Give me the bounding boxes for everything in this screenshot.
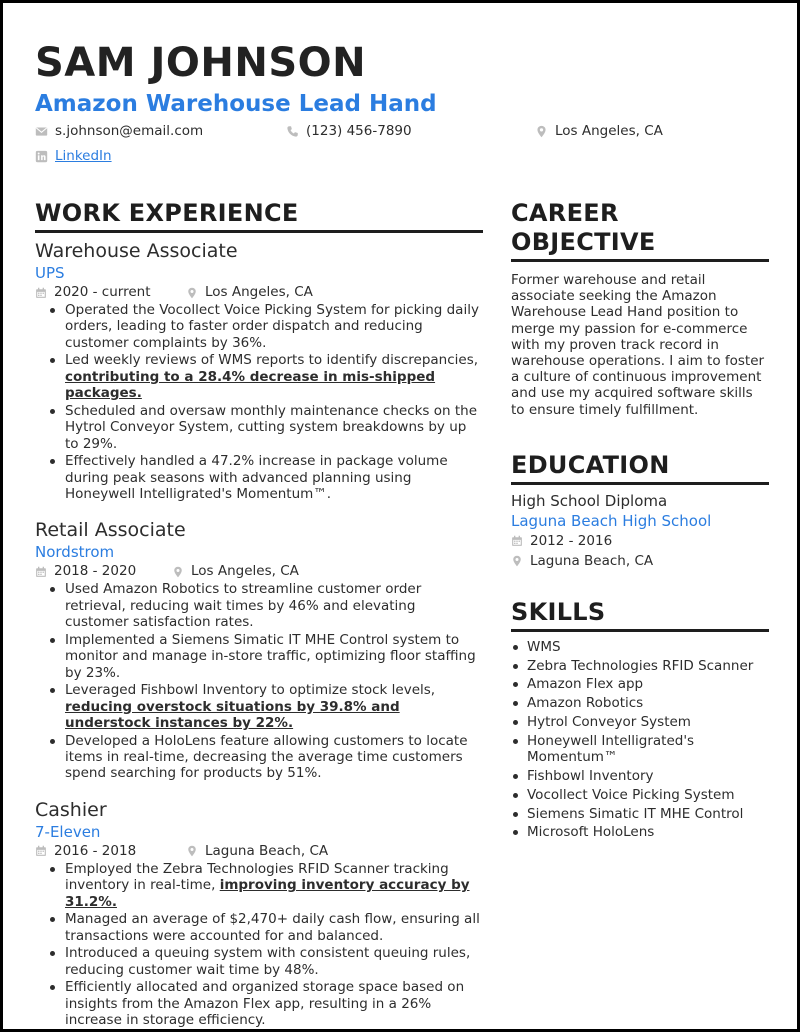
skill-item: Zebra Technologies RFID Scanner bbox=[511, 658, 769, 674]
calendar-icon bbox=[35, 566, 47, 578]
job-bullet: Efficiently allocated and organized storage space based on insights from the Amazon Flex app, resulting in a 26% increase in storage efficiency. bbox=[35, 979, 483, 1028]
education-dates-text: 2012 - 2016 bbox=[530, 532, 613, 549]
calendar-icon bbox=[511, 535, 523, 547]
job-bullet: Managed an average of $2,470+ daily cash flow, ensuring all transactions were accounted for and balanced. bbox=[35, 911, 483, 944]
skill-item: Siemens Simatic IT MHE Control bbox=[511, 806, 769, 822]
job-meta bbox=[35, 562, 483, 581]
job-bullet: Used Amazon Robotics to streamline customer order retrieval, reducing wait times by 46% and elevating customer satisfaction rates. bbox=[35, 581, 483, 630]
education-location bbox=[511, 551, 769, 571]
job-entry bbox=[35, 518, 483, 781]
job-dates-text: 2018 - 2020 bbox=[54, 563, 137, 580]
job-entry bbox=[35, 798, 483, 1029]
job-title: Warehouse Associate bbox=[35, 240, 238, 262]
job-bullets bbox=[35, 581, 483, 781]
email-text: s.johnson@email.com bbox=[55, 123, 204, 139]
calendar-icon bbox=[35, 287, 47, 299]
job-dates-text: 2016 - 2018 bbox=[54, 842, 137, 859]
candidate-name: SAM JOHNSON bbox=[35, 40, 367, 86]
skill-item: Hytrol Conveyor System bbox=[511, 714, 769, 730]
skill-item: Amazon Robotics bbox=[511, 695, 769, 711]
phone-icon bbox=[286, 125, 299, 138]
skill-item: Amazon Flex app bbox=[511, 676, 769, 692]
bullet-highlight: reducing overstock situations by 39.8% and understock instances by 22%. bbox=[65, 698, 400, 732]
job-bullet: Effectively handled a 47.2% increase in package volume during peak seasons with advanced planning using Honeywell Intelligrated's Momentum™. bbox=[35, 453, 483, 502]
job-bullet bbox=[35, 352, 483, 401]
phone-text: (123) 456-7890 bbox=[306, 123, 412, 139]
job-location bbox=[172, 562, 299, 581]
bullet-text: Leveraged Fishbowl Inventory to optimize stock levels, bbox=[65, 682, 436, 699]
job-meta bbox=[35, 842, 483, 861]
job-title: Cashier bbox=[35, 798, 107, 821]
location-icon bbox=[172, 566, 184, 578]
jobs-list bbox=[35, 239, 483, 1029]
skills-list bbox=[511, 639, 769, 841]
bullet-highlight: improving inventory accuracy by 31.2%. bbox=[65, 877, 470, 910]
job-bullets bbox=[35, 302, 483, 502]
skills-heading: SKILLS bbox=[511, 598, 769, 632]
job-location bbox=[186, 842, 328, 861]
contact-phone bbox=[286, 122, 412, 140]
job-company: 7-Eleven bbox=[35, 822, 101, 841]
work-experience-heading: WORK EXPERIENCE bbox=[35, 199, 483, 233]
education-degree: High School Diploma bbox=[511, 491, 668, 510]
education-location-text: Laguna Beach, CA bbox=[530, 552, 654, 569]
calendar-icon bbox=[35, 845, 47, 857]
job-bullet: Implemented a Siemens Simatic IT MHE Control system to monitor and manage in-store traffic, optimizing floor staffing by 23%. bbox=[35, 632, 483, 681]
skill-item: Vocollect Voice Picking System bbox=[511, 787, 769, 803]
skill-item: Microsoft HoloLens bbox=[511, 824, 769, 840]
contact-email bbox=[35, 122, 203, 140]
location-icon bbox=[511, 555, 523, 567]
skill-item: Fishbowl Inventory bbox=[511, 768, 769, 784]
job-location-text: Los Angeles, CA bbox=[205, 284, 313, 300]
job-bullet: Scheduled and oversaw monthly maintenance checks on the Hytrol Conveyor System, cutting system breakdowns by up to 29%. bbox=[35, 403, 483, 452]
right-column bbox=[511, 199, 769, 843]
location-text: Los Angeles, CA bbox=[555, 123, 663, 139]
linkedin-icon bbox=[35, 150, 48, 163]
skill-item: Honeywell Intelligrated's Momentum™ bbox=[511, 733, 769, 766]
skill-item: WMS bbox=[511, 639, 769, 655]
bullet-highlight: contributing to a 28.4% decrease in mis-shipped packages. bbox=[65, 368, 436, 402]
location-icon bbox=[186, 845, 198, 857]
job-bullet bbox=[35, 861, 483, 910]
bullet-text: Employed the Zebra Technologies RFID Scanner tracking inventory in real-time, bbox=[65, 860, 449, 894]
contact-linkedin bbox=[35, 147, 112, 165]
job-location-text: Laguna Beach, CA bbox=[205, 842, 329, 859]
email-icon bbox=[35, 125, 48, 138]
contact-location bbox=[535, 122, 663, 140]
job-dates bbox=[35, 842, 186, 861]
education-dates bbox=[511, 531, 769, 551]
education-school: Laguna Beach High School bbox=[511, 511, 712, 530]
job-bullet: Introduced a queuing system with consistent queuing rules, reducing customer wait time by 48%. bbox=[35, 945, 483, 978]
bullet-text: Led weekly reviews of WMS reports to identify discrepancies, bbox=[65, 352, 479, 369]
job-company: UPS bbox=[35, 264, 65, 282]
candidate-title: Amazon Warehouse Lead Hand bbox=[35, 91, 437, 117]
job-dates bbox=[35, 562, 172, 581]
job-title: Retail Associate bbox=[35, 519, 186, 542]
job-bullet bbox=[35, 682, 483, 731]
job-bullet: Operated the Vocollect Voice Picking System for picking daily orders, leading to faster order dispatch and reducing customer complaints by 36%. bbox=[35, 302, 483, 351]
job-company: Nordstrom bbox=[35, 543, 115, 562]
location-icon bbox=[186, 287, 198, 299]
job-dates bbox=[35, 283, 186, 302]
career-objective-heading: CAREER OBJECTIVE bbox=[511, 199, 769, 262]
job-bullets bbox=[35, 861, 483, 1029]
job-entry bbox=[35, 239, 483, 502]
education-heading: EDUCATION bbox=[511, 451, 769, 485]
work-experience-section bbox=[35, 199, 483, 1029]
location-icon bbox=[535, 125, 548, 138]
job-meta bbox=[35, 283, 483, 302]
job-bullet: Developed a HoloLens feature allowing customers to locate items in real-time, decreasing the average time customers spend searching for products by 51%. bbox=[35, 733, 483, 782]
resume-page bbox=[3, 3, 797, 1029]
career-objective-text: Former warehouse and retail associate seeking the Amazon Warehouse Lead Hand position to merge my passion for e-commerce with my proven track record in warehouse operations. I aim to foster a culture of continuous improvement and use my acquired software skills to ensure timely fulfillment. bbox=[511, 272, 765, 418]
job-dates-text: 2020 - current bbox=[54, 284, 151, 300]
job-location bbox=[186, 283, 313, 302]
linkedin-link[interactable]: LinkedIn bbox=[55, 148, 112, 164]
job-location-text: Los Angeles, CA bbox=[191, 563, 299, 580]
